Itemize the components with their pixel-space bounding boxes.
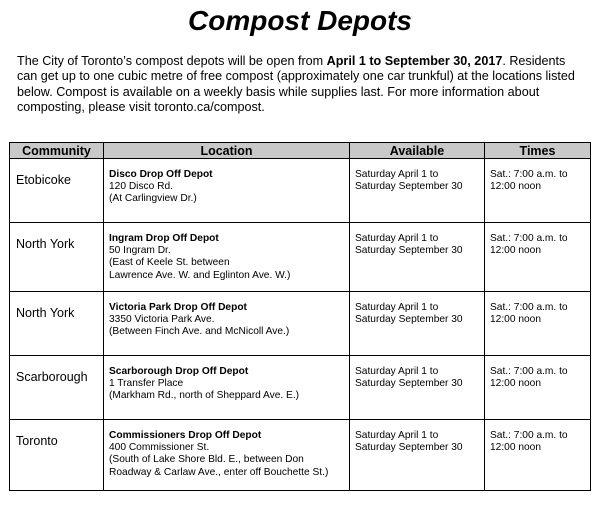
depot-address: 50 Ingram Dr. (109, 245, 171, 257)
available-start: Saturday April 1 to (355, 430, 439, 441)
header-available: Available (350, 143, 485, 159)
times-close: 12:00 noon (490, 181, 541, 193)
depot-directions: (Markham Rd., north of Sheppard Ave. E.) (109, 390, 300, 402)
available-cell (350, 356, 485, 420)
location-cell (104, 356, 350, 420)
table-row (10, 223, 591, 292)
header-location: Location (104, 143, 350, 159)
available-end: Saturday September 30 (355, 245, 463, 257)
times-cell (485, 420, 591, 491)
header-community: Community (10, 143, 104, 159)
times-open: Sat.: 7:00 a.m. to (490, 169, 568, 180)
times-open: Sat.: 7:00 a.m. to (490, 302, 568, 313)
depot-address: 1 Transfer Place (109, 378, 184, 390)
community-cell: Scarborough (10, 356, 104, 420)
table-header-row (10, 143, 591, 159)
table-row (10, 420, 591, 491)
intro-text-start: The City of Toronto’s compost depots will be open from (17, 54, 327, 68)
depot-directions: (South of Lake Shore Bld. E., between Don (109, 454, 304, 466)
available-cell (350, 159, 485, 223)
available-start: Saturday April 1 to (355, 366, 439, 377)
available-start: Saturday April 1 to (355, 169, 439, 180)
depot-name: Ingram Drop Off Depot (109, 233, 219, 244)
table-row (10, 292, 591, 356)
depot-name: Disco Drop Off Depot (109, 169, 213, 180)
table-row (10, 159, 591, 223)
depot-directions: (At Carlingview Dr.) (109, 193, 197, 205)
depot-name: Scarborough Drop Off Depot (109, 366, 249, 377)
table-row (10, 356, 591, 420)
community-cell: North York (10, 292, 104, 356)
available-end: Saturday September 30 (355, 442, 463, 454)
available-end: Saturday September 30 (355, 314, 463, 326)
times-open: Sat.: 7:00 a.m. to (490, 430, 568, 441)
intro-text-end: . Residents can get up to one cubic metre of free compost (approximately one car trunkful) at the locations listed below. Compost is available on a weekly basis while supplies last. For more information about composting, please visit toronto.ca/compost. (17, 54, 575, 115)
times-open: Sat.: 7:00 a.m. to (490, 366, 568, 377)
times-close: 12:00 noon (490, 378, 541, 390)
available-cell (350, 420, 485, 491)
times-cell (485, 223, 591, 292)
available-end: Saturday September 30 (355, 181, 463, 193)
times-open: Sat.: 7:00 a.m. to (490, 233, 568, 244)
depot-name: Victoria Park Drop Off Depot (109, 302, 247, 313)
community-cell: Etobicoke (10, 159, 104, 223)
available-end: Saturday September 30 (355, 378, 463, 390)
available-start: Saturday April 1 to (355, 233, 439, 244)
times-close: 12:00 noon (490, 442, 541, 454)
community-cell: Toronto (10, 420, 104, 491)
available-cell (350, 292, 485, 356)
depot-directions: (Between Finch Ave. and McNicoll Ave.) (109, 326, 290, 338)
times-cell (485, 292, 591, 356)
intro-dates: April 1 to September 30, 2017 (326, 54, 503, 68)
community-cell: North York (10, 223, 104, 292)
depot-address: 400 Commissioner St. (109, 442, 210, 454)
times-close: 12:00 noon (490, 314, 541, 326)
times-cell (485, 356, 591, 420)
depot-directions: (East of Keele St. between (109, 257, 230, 269)
depot-table (9, 142, 591, 491)
depot-address: 3350 Victoria Park Ave. (109, 314, 215, 326)
location-cell (104, 292, 350, 356)
available-cell (350, 223, 485, 292)
depot-directions: Roadway & Carlaw Ave., enter off Bouchette St.) (109, 466, 329, 478)
depot-address: 120 Disco Rd. (109, 181, 173, 193)
header-times: Times (485, 143, 591, 159)
location-cell (104, 420, 350, 491)
intro-paragraph (17, 54, 587, 116)
times-close: 12:00 noon (490, 245, 541, 257)
depot-directions: Lawrence Ave. W. and Eglinton Ave. W.) (109, 269, 291, 281)
page-title: Compost Depots (188, 5, 412, 36)
location-cell (104, 159, 350, 223)
location-cell (104, 223, 350, 292)
depot-name: Commissioners Drop Off Depot (109, 430, 262, 441)
available-start: Saturday April 1 to (355, 302, 439, 313)
times-cell (485, 159, 591, 223)
